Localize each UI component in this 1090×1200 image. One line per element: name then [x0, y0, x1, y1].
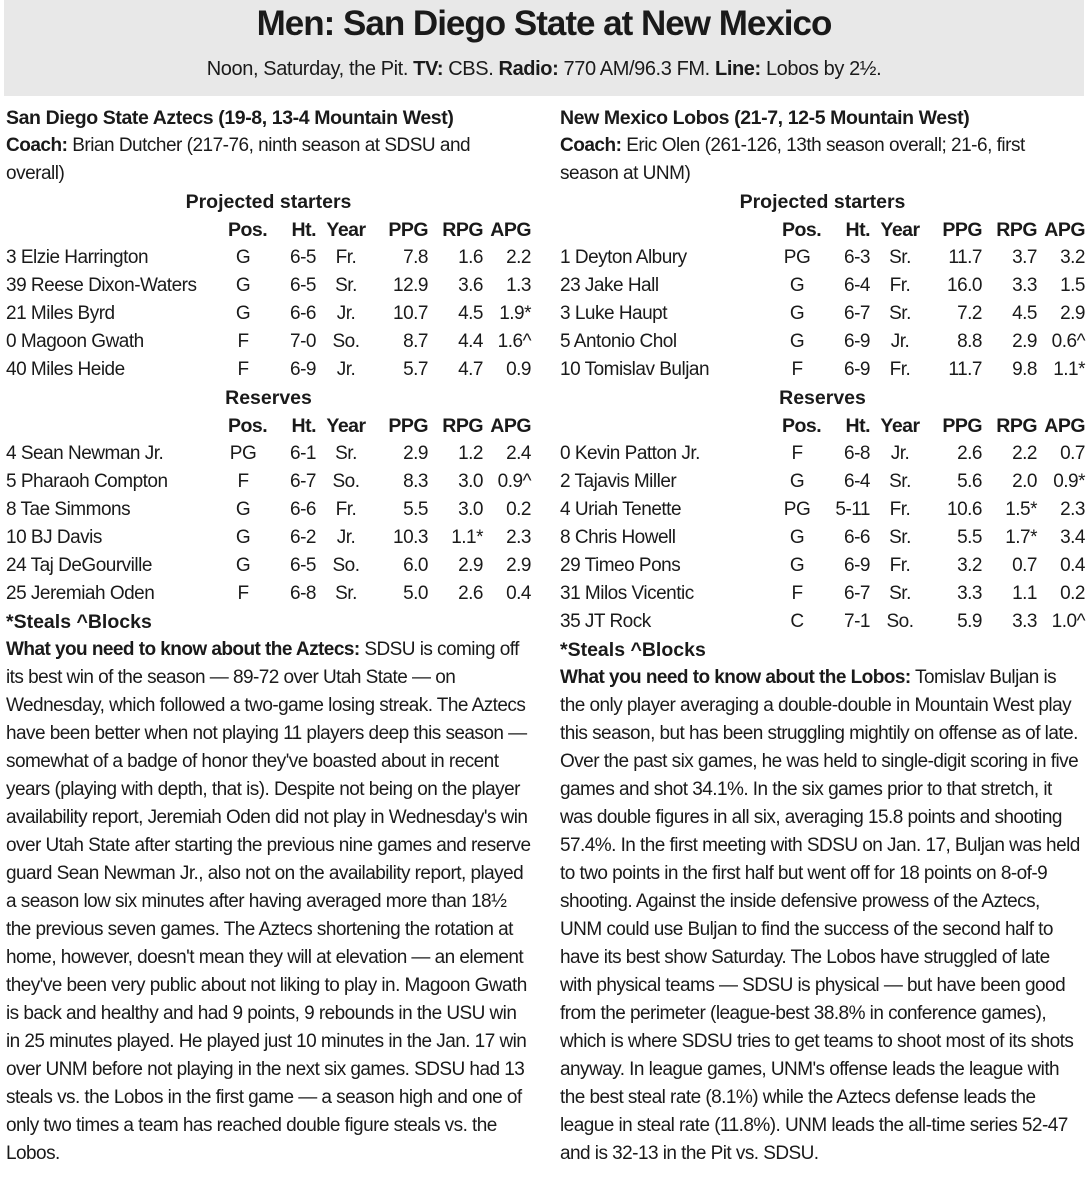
cell-year: Sr. [335, 583, 357, 604]
cell-apg: 0.6^ [1051, 331, 1085, 352]
player-row [560, 272, 1085, 300]
header-cell-rpg: RPG [996, 219, 1037, 241]
cell-apg: 0.2 [1060, 583, 1085, 604]
line-value: Lobos by 2½. [765, 58, 882, 80]
cell-rpg: 1.7* [1005, 527, 1037, 548]
cell-pos: G [235, 303, 251, 324]
cell-ppg: 5.5 [957, 527, 982, 548]
cell-apg: 0.2 [506, 499, 531, 520]
cell-ppg: 5.7 [403, 359, 428, 380]
cell-rpg: 0.7 [1012, 555, 1037, 576]
team-heading: San Diego State Aztecs (19-8, 13-4 Mountain West) [6, 107, 454, 129]
header-cell-ppg: PPG [942, 415, 982, 437]
starters-title: Projected starters [185, 191, 352, 213]
header-cell-height: Ht. [845, 415, 870, 437]
cell-pos: G [235, 555, 251, 576]
game-time-place: Noon, Saturday, the Pit. [206, 58, 408, 80]
radio-label: Radio: [498, 58, 559, 80]
cell-apg: 0.9 [506, 359, 531, 380]
notes-label: What you need to know about the Lobos: [560, 667, 911, 688]
cell-apg: 3.4 [1060, 527, 1085, 548]
header-cell-pos: Pos. [782, 219, 822, 241]
reserves-table [560, 412, 1085, 636]
notes-text: SDSU is coming off its best win of the season — 89-72 over Utah State — on Wednesday, which followed a two-game losing streak. The Aztecs have been better when not playing 11 players deep this season — somewhat of a badge of honor they've boasted about in recent years (playing with depth, that is). Despite not being on the player availability report, Jeremiah Oden did not play in Wednesday's win over Utah State after starting the previous nine games and reserve guard Sean Newman Jr., also not on the availability report, played a season low six minutes after having averaged more than 18½ the previous seven games. The Aztecs shortening the rotation at home, however, doesn't mean they will at elevation — an element they've been very public about not liking to play in. Magoon Gwath is back and healthy and had 9 points, 9 rebounds in the USU win in 25 minutes played. He played just 10 minutes in the Jan. 17 win over UNM before not playing in the next six games. SDSU had 13 steals vs. the Lobos in the first game — a season high and one of only two times a team has reached double figure steals vs. the Lobos. [6, 639, 531, 1164]
header-cell-apg: APG [490, 219, 531, 241]
table-header-row [6, 216, 531, 244]
header-cell-pos: Pos. [228, 219, 268, 241]
cell-player: 40 Miles Heide [6, 359, 125, 380]
cell-ppg: 10.3 [393, 527, 428, 548]
player-row [560, 468, 1085, 496]
cell-rpg: 4.4 [458, 331, 483, 352]
cell-player: 8 Chris Howell [560, 527, 676, 548]
cell-player: 35 JT Rock [560, 611, 651, 632]
cell-height: 6-9 [290, 359, 316, 380]
player-row [6, 356, 531, 384]
unm-column [560, 104, 1085, 1168]
header-cell-year: Year [880, 219, 920, 241]
cell-rpg: 9.8 [1012, 359, 1037, 380]
cell-pos: G [235, 247, 251, 268]
header-cell-pos: Pos. [782, 415, 822, 437]
cell-apg: 0.4 [506, 583, 531, 604]
header-cell-year: Year [326, 415, 366, 437]
cell-height: 6-5 [290, 555, 316, 576]
cell-player: 0 Magoon Gwath [6, 331, 144, 352]
player-row [6, 272, 531, 300]
cell-player: 5 Pharaoh Compton [6, 471, 168, 492]
cell-year: Sr. [889, 303, 911, 324]
player-row [6, 468, 531, 496]
cell-rpg: 1.1 [1012, 583, 1037, 604]
cell-apg: 2.4 [506, 443, 531, 464]
starters-table [560, 216, 1085, 384]
cell-year: Fr. [889, 275, 911, 296]
notes-text: Tomislav Buljan is the only player averaging a double-double in Mountain West play this season, but has been struggling mightily on offense as of late. Over the past six games, he was held to single-digit scoring in five games and shot 34.1%. In the six games prior to that stretch, it was double figures in all six, averaging 15.8 points and shooting 57.4%. In the first meeting with SDSU on Jan. 17, Buljan was held to two points in the first half but went off for 18 points on 8-of-9 shooting. Against the inside defensive prowess of the Aztecs, UNM could use Buljan to find the success of the second half to have its best show Saturday. The Lobos have struggled of late with physical teams — SDSU is physical — but have been good from the perimeter (league-best 38.8% in conference games), which is where SDSU tries to get teams to shoot most of its shots anyway. In league games, UNM's offense leads the league with the best steal rate (8.1%) while the Aztecs defense leads the league in steal rate (11.8%). UNM leads the all-time series 52-47 and is 32-13 in the Pit vs. SDSU. [560, 667, 1080, 1164]
cell-rpg: 1.6 [458, 247, 483, 268]
table-header-row [560, 216, 1085, 244]
cell-height: 6-6 [290, 303, 316, 324]
table-header-row [560, 412, 1085, 440]
cell-player: 21 Miles Byrd [6, 303, 115, 324]
cell-height: 6-7 [844, 303, 870, 324]
cell-rpg: 2.9 [458, 555, 483, 576]
sdsu-column [6, 104, 531, 1168]
team-notes [560, 664, 1085, 1168]
cell-ppg: 8.8 [957, 331, 982, 352]
cell-apg: 0.9* [1053, 471, 1085, 492]
header-cell-player [560, 412, 782, 440]
cell-player: 10 BJ Davis [6, 527, 102, 548]
coach-text: Brian Dutcher (217-76, ninth season at SDSU and overall) [6, 135, 471, 184]
cell-height: 6-6 [844, 527, 870, 548]
radio-value: 770 AM/96.3 FM. [563, 58, 710, 80]
header-cell-ppg: PPG [388, 219, 428, 241]
cell-pos: G [235, 499, 251, 520]
cell-player: 25 Jeremiah Oden [6, 583, 155, 604]
coach-info [6, 132, 531, 188]
cell-apg: 1.0^ [1051, 611, 1085, 632]
cell-height: 6-6 [290, 499, 316, 520]
cell-height: 6-5 [290, 247, 316, 268]
player-row [560, 440, 1085, 468]
cell-ppg: 8.7 [403, 331, 428, 352]
cell-apg: 2.9 [1060, 303, 1085, 324]
cell-height: 6-7 [290, 471, 316, 492]
cell-ppg: 11.7 [948, 359, 982, 380]
cell-year: Jr. [336, 303, 356, 324]
player-row [560, 496, 1085, 524]
cell-pos: PG [783, 247, 811, 268]
cell-ppg: 3.3 [957, 583, 982, 604]
cell-player: 4 Uriah Tenette [560, 499, 682, 520]
cell-apg: 2.3 [1060, 499, 1085, 520]
cell-ppg: 10.7 [393, 303, 428, 324]
cell-pos: F [791, 359, 803, 380]
cell-ppg: 2.9 [403, 443, 428, 464]
header-cell-height: Ht. [291, 219, 316, 241]
starters-table [6, 216, 531, 384]
game-info [4, 56, 1084, 82]
cell-rpg: 1.2 [458, 443, 483, 464]
cell-pos: G [235, 527, 251, 548]
cell-year: So. [886, 611, 914, 632]
cell-ppg: 12.9 [393, 275, 428, 296]
cell-ppg: 5.6 [957, 471, 982, 492]
team-heading: New Mexico Lobos (21-7, 12-5 Mountain West) [560, 107, 970, 129]
player-row [560, 300, 1085, 328]
player-row [6, 328, 531, 356]
header-cell-pos: Pos. [228, 415, 268, 437]
cell-pos: C [790, 611, 804, 632]
header-cell-year: Year [880, 415, 920, 437]
cell-player: 24 Taj DeGourville [6, 555, 152, 576]
cell-year: Fr. [335, 499, 357, 520]
cell-ppg: 10.6 [947, 499, 982, 520]
cell-ppg: 5.5 [403, 499, 428, 520]
cell-height: 7-1 [844, 611, 870, 632]
cell-pos: PG [229, 443, 257, 464]
cell-pos: PG [783, 499, 811, 520]
cell-pos: F [237, 471, 249, 492]
header-cell-apg: APG [490, 415, 531, 437]
cell-player: 39 Reese Dixon-Waters [6, 275, 197, 296]
cell-year: Sr. [889, 471, 911, 492]
cell-player: 3 Luke Haupt [560, 303, 668, 324]
line-label: Line: [715, 58, 761, 80]
header-cell-height: Ht. [845, 219, 870, 241]
cell-apg: 3.2 [1060, 247, 1085, 268]
cell-rpg: 4.7 [458, 359, 483, 380]
cell-pos: F [237, 583, 249, 604]
cell-player: 23 Jake Hall [560, 275, 659, 296]
header-cell-player [6, 216, 228, 244]
notes-label: What you need to know about the Aztecs: [6, 639, 360, 660]
header-cell-height: Ht. [291, 415, 316, 437]
player-row [6, 496, 531, 524]
header-cell-player [560, 216, 782, 244]
player-row [560, 328, 1085, 356]
cell-ppg: 2.6 [957, 443, 982, 464]
coach-text: Eric Olen (261-126, 13th season overall; 21-6, first season at UNM) [560, 135, 1025, 184]
reserves-title: Reserves [225, 387, 312, 409]
cell-height: 6-1 [290, 443, 316, 464]
cell-rpg: 2.9 [1012, 331, 1037, 352]
cell-year: Jr. [336, 359, 356, 380]
cell-pos: G [235, 275, 251, 296]
cell-player: 1 Deyton Albury [560, 247, 687, 268]
cell-height: 6-3 [844, 247, 870, 268]
cell-year: Sr. [889, 527, 911, 548]
cell-year: So. [332, 331, 360, 352]
cell-ppg: 16.0 [947, 275, 982, 296]
cell-pos: G [789, 471, 805, 492]
cell-apg: 0.7 [1060, 443, 1085, 464]
player-row [6, 440, 531, 468]
cell-year: So. [332, 555, 360, 576]
cell-rpg: 4.5 [458, 303, 483, 324]
cell-rpg: 3.3 [1012, 275, 1037, 296]
cell-height: 5-11 [835, 499, 870, 520]
cell-height: 6-8 [844, 443, 870, 464]
cell-ppg: 3.2 [957, 555, 982, 576]
cell-rpg: 3.3 [1012, 611, 1037, 632]
cell-height: 6-9 [844, 331, 870, 352]
player-row [560, 244, 1085, 272]
tv-value: CBS. [448, 58, 494, 80]
cell-height: 7-0 [290, 331, 316, 352]
stats-legend: *Steals ^Blocks [560, 639, 706, 661]
cell-height: 6-9 [844, 359, 870, 380]
header-cell-ppg: PPG [388, 415, 428, 437]
cell-player: 3 Elzie Harrington [6, 247, 149, 268]
header-cell-rpg: RPG [996, 415, 1037, 437]
header-cell-ppg: PPG [942, 219, 982, 241]
header-cell-rpg: RPG [442, 415, 483, 437]
cell-height: 6-7 [844, 583, 870, 604]
cell-pos: F [237, 359, 249, 380]
cell-pos: G [789, 303, 805, 324]
cell-pos: G [789, 555, 805, 576]
cell-player: 8 Tae Simmons [6, 499, 131, 520]
cell-rpg: 2.0 [1012, 471, 1037, 492]
cell-apg: 2.2 [506, 247, 531, 268]
header-cell-player [6, 412, 228, 440]
cell-pos: G [789, 275, 805, 296]
cell-ppg: 11.7 [948, 247, 982, 268]
starters-title: Projected starters [739, 191, 906, 213]
cell-pos: F [791, 443, 803, 464]
header-banner [4, 0, 1084, 96]
player-row [560, 552, 1085, 580]
tv-label: TV: [413, 58, 444, 80]
cell-apg: 1.9* [499, 303, 531, 324]
header-cell-apg: APG [1044, 415, 1085, 437]
cell-rpg: 2.2 [1012, 443, 1037, 464]
player-row [560, 356, 1085, 384]
cell-year: Fr. [889, 359, 911, 380]
header-cell-rpg: RPG [442, 219, 483, 241]
cell-pos: G [789, 331, 805, 352]
cell-ppg: 7.2 [957, 303, 982, 324]
cell-apg: 1.1* [1053, 359, 1085, 380]
cell-player: 2 Tajavis Miller [560, 471, 677, 492]
reserves-title: Reserves [779, 387, 866, 409]
header-cell-year: Year [326, 219, 366, 241]
player-row [6, 552, 531, 580]
cell-year: Sr. [335, 443, 357, 464]
cell-rpg: 3.0 [458, 499, 483, 520]
cell-player: 0 Kevin Patton Jr. [560, 443, 700, 464]
cell-player: 5 Antonio Chol [560, 331, 677, 352]
cell-player: 29 Timeo Pons [560, 555, 681, 576]
team-notes [6, 636, 531, 1168]
cell-rpg: 3.7 [1012, 247, 1037, 268]
coach-label: Coach: [6, 135, 68, 156]
cell-height: 6-8 [290, 583, 316, 604]
cell-apg: 0.9^ [497, 471, 531, 492]
cell-apg: 1.3 [506, 275, 531, 296]
player-row [6, 244, 531, 272]
cell-ppg: 7.8 [403, 247, 428, 268]
cell-height: 6-2 [290, 527, 316, 548]
stats-legend: *Steals ^Blocks [6, 611, 152, 633]
player-row [6, 300, 531, 328]
cell-year: Sr. [335, 275, 357, 296]
cell-height: 6-5 [290, 275, 316, 296]
cell-height: 6-4 [844, 275, 870, 296]
cell-ppg: 8.3 [403, 471, 428, 492]
reserves-table [6, 412, 531, 608]
cell-year: Fr. [335, 247, 357, 268]
cell-year: Jr. [890, 331, 910, 352]
page-title: Men: San Diego State at New Mexico [256, 4, 832, 43]
cell-year: So. [332, 471, 360, 492]
cell-apg: 2.3 [506, 527, 531, 548]
cell-player: 10 Tomislav Buljan [560, 359, 710, 380]
cell-ppg: 5.9 [957, 611, 982, 632]
cell-rpg: 3.6 [458, 275, 483, 296]
cell-year: Jr. [336, 527, 356, 548]
cell-height: 6-4 [844, 471, 870, 492]
cell-player: 31 Milos Vicentic [560, 583, 694, 604]
cell-height: 6-9 [844, 555, 870, 576]
cell-pos: G [789, 527, 805, 548]
player-row [560, 580, 1085, 608]
player-row [6, 580, 531, 608]
cell-apg: 0.4 [1060, 555, 1085, 576]
coach-info [560, 132, 1085, 188]
cell-pos: F [237, 331, 249, 352]
table-header-row [6, 412, 531, 440]
cell-ppg: 6.0 [403, 555, 428, 576]
cell-apg: 2.9 [506, 555, 531, 576]
cell-year: Fr. [889, 555, 911, 576]
cell-year: Fr. [889, 499, 911, 520]
header-cell-apg: APG [1044, 219, 1085, 241]
cell-year: Jr. [890, 443, 910, 464]
coach-label: Coach: [560, 135, 622, 156]
cell-apg: 1.5 [1060, 275, 1085, 296]
cell-pos: F [791, 583, 803, 604]
cell-rpg: 2.6 [458, 583, 483, 604]
cell-year: Sr. [889, 247, 911, 268]
cell-year: Sr. [889, 583, 911, 604]
player-row [560, 608, 1085, 636]
cell-rpg: 1.1* [451, 527, 483, 548]
cell-ppg: 5.0 [403, 583, 428, 604]
cell-rpg: 1.5* [1005, 499, 1037, 520]
cell-rpg: 3.0 [458, 471, 483, 492]
player-row [6, 524, 531, 552]
cell-rpg: 4.5 [1012, 303, 1037, 324]
cell-player: 4 Sean Newman Jr. [6, 443, 164, 464]
cell-apg: 1.6^ [497, 331, 531, 352]
player-row [560, 524, 1085, 552]
